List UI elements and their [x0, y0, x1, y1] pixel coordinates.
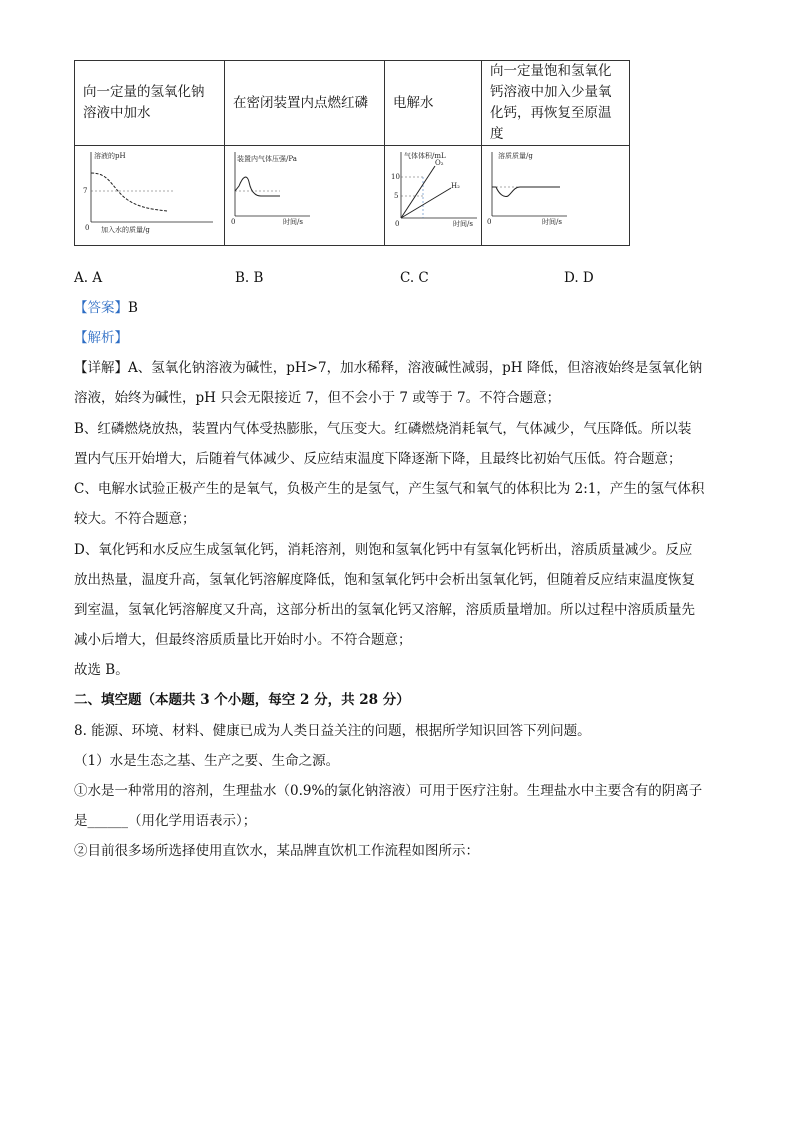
graph-cell-d: [482, 146, 630, 246]
answer-tag: 【答案】: [74, 300, 128, 316]
analysis-tag: 【解析】: [74, 330, 128, 346]
graph-a-ph: [75, 146, 225, 238]
graph-b-xlabel: 时间/s: [283, 218, 303, 226]
graph-a-origin: 0: [85, 224, 90, 232]
detail-tag: 【详解】: [74, 360, 128, 376]
graph-c-xlabel: 时间/s: [453, 220, 473, 228]
graph-c-origin: 0: [395, 220, 400, 228]
detail-line-5: C、电解水试验正极产生的是氧气，负极产生的是氢气，产生氢气和氧气的体积比为 2:1，产生的氢气体积: [74, 481, 705, 497]
graph-cell-a: [75, 146, 225, 246]
graph-a-ytick: 7: [83, 187, 88, 195]
header-cell-a: 向一定量的氢氧化钠溶液中加水: [75, 61, 225, 146]
graph-c-series-h2: H₂: [451, 182, 460, 190]
graph-c-series-o2: O₂: [435, 159, 444, 167]
option-d: D. D: [564, 270, 594, 286]
detail-line-4: 置内气压开始增大，后随着气体减少、反应结束温度下降逐渐下降，且最终比初始气压低。符合题意；: [74, 451, 682, 467]
detail-line-11: 故选 B。: [74, 662, 129, 678]
graph-d-ylabel: 溶质质量/g: [498, 152, 533, 160]
detail-line-10: 减小后增大，但最终溶质质量比开始时小。不符合题意；: [74, 632, 412, 648]
graph-c-electrolysis: [385, 146, 482, 238]
detail-line-6: 较大。不符合题意；: [74, 511, 196, 527]
q8-line-2: （1）水是生态之基、生产之要、生命之源。: [74, 753, 340, 769]
detail-line-9: 到室温，氢氧化钙溶解度又升高，这部分析出的氢氧化钙又溶解，溶质质量增加。所以过程中溶质质量先: [74, 602, 695, 618]
graph-a-ylabel: 溶液的pH: [94, 152, 126, 160]
option-a: A. A: [74, 270, 103, 286]
graph-b-pressure: [225, 146, 385, 238]
answer-value: B: [128, 300, 138, 316]
options-table: [74, 60, 630, 246]
graph-c-tick-5: 5: [394, 192, 399, 200]
graph-cell-c: [385, 146, 482, 246]
graph-d-origin: 0: [487, 218, 492, 226]
header-cell-b: 在密闭装置内点燃红磷: [225, 61, 385, 146]
graph-d-xlabel: 时间/s: [542, 218, 562, 226]
detail-line-8: 放出热量，温度升高，氢氧化钙溶解度降低，饱和氢氧化钙中会析出氢氧化钙，但随着反应结束温度恢复: [74, 572, 695, 588]
option-b: B. B: [235, 270, 264, 286]
option-c: C. C: [400, 270, 429, 286]
q8-line-5: ②目前很多场所选择使用直饮水，某品牌直饮机工作流程如图所示：: [74, 843, 479, 859]
graph-c-tick-10: 10: [391, 173, 400, 181]
header-cell-c: 电解水: [385, 61, 482, 146]
detail-line-2: 溶液，始终为碱性，pH 只会无限接近 7，但不会小于 7 或等于 7。不符合题意；: [74, 390, 561, 406]
q8-line-4: 是______（用化学用语表示）；: [74, 813, 257, 829]
graph-a-xlabel: 加入水的质量/g: [101, 226, 150, 234]
graph-b-origin: 0: [231, 218, 236, 226]
detail-line-3: B、红磷燃烧放热，装置内气体受热膨胀，气压变大。红磷燃烧消耗氧气，气体减少，气压降低。所以装: [74, 421, 692, 437]
detail-line-7: D、氧化钙和水反应生成氢氧化钙，消耗溶剂，则饱和氢氧化钙中有氢氧化钙析出，溶质质量减少。反应: [74, 542, 693, 558]
q8-line-1: 8. 能源、环境、材料、健康已成为人类日益关注的问题，根据所学知识回答下列问题。: [74, 723, 591, 739]
graph-b-ylabel: 装置内气体压强/Pa: [237, 155, 297, 163]
graph-cell-b: [225, 146, 385, 246]
q8-line-3: ①水是一种常用的溶剂，生理盐水（0.9%的氯化钠溶液）可用于医疗注射。生理盐水中主要含有的阴离子: [74, 783, 703, 799]
section-heading: 二、填空题（本题共 3 个小题，每空 2 分，共 28 分）: [74, 692, 410, 708]
graph-d-solute: [482, 146, 630, 238]
header-cell-d: 向一定量饱和氢氧化钙溶液中加入少量氧化钙，再恢复至原温度: [482, 61, 630, 146]
answer-line: [74, 298, 138, 318]
detail-line-1: 【详解】A、氢氧化钠溶液为碱性，pH>7，加水稀释，溶液碱性减弱，pH 降低，但溶液始终是氢氧化钠: [74, 360, 703, 376]
graph-c-ylabel: 气体体积/mL: [404, 152, 446, 160]
